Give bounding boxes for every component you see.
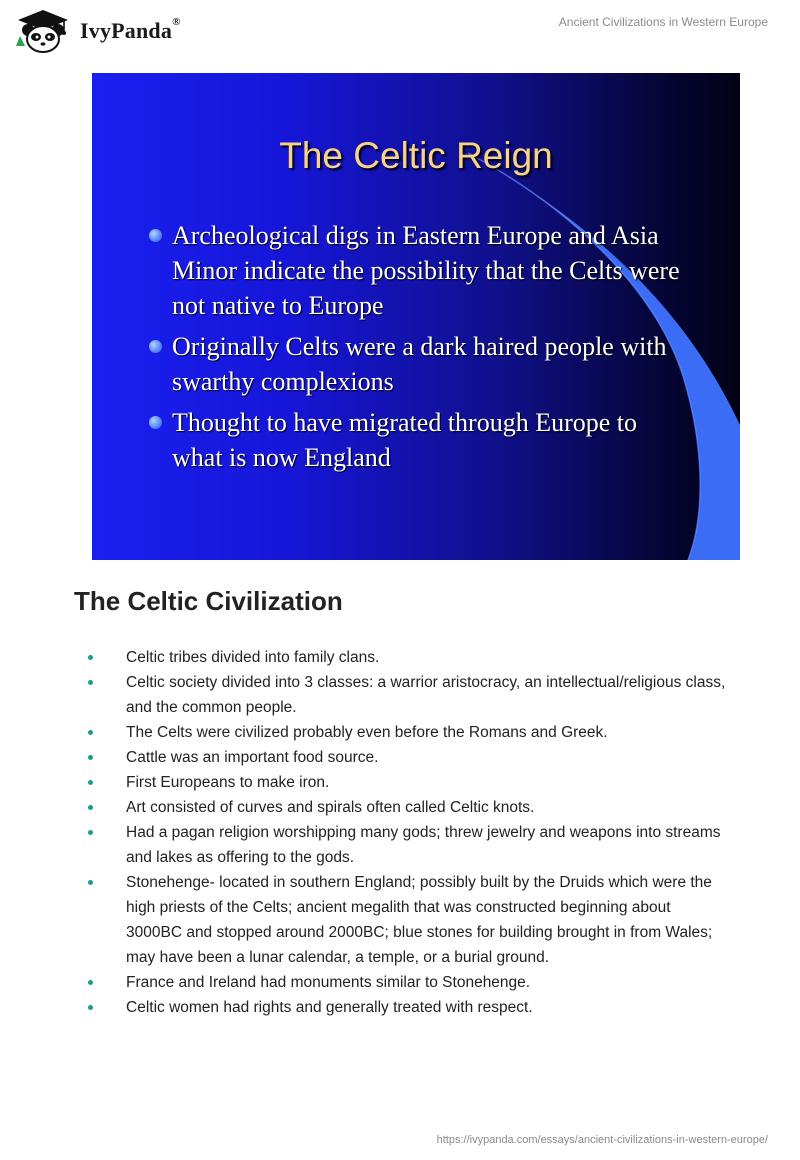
round-bullet-icon: [149, 416, 162, 429]
list-item: Stonehenge- located in southern England; possibly built by the Druids which were the high priests of the Celts; ancient megalith that was constructed beginning about 3000BC and stopped around 2000BC; blue stones for building brought in from Wales; may have been a lunar calendar, a temple, or a burial ground.: [86, 870, 726, 970]
list-item: First Europeans to make iron.: [86, 770, 726, 795]
dot-bullet-icon: [88, 730, 93, 735]
list-item: Had a pagan religion worshipping many gods; threw jewelry and weapons into streams and lakes as offering to the gods.: [86, 820, 726, 870]
list-item: The Celts were civilized probably even before the Romans and Greek.: [86, 720, 726, 745]
list-item: France and Ireland had monuments similar to Stonehenge.: [86, 970, 726, 995]
list-item: Celtic tribes divided into family clans.: [86, 645, 726, 670]
slide-bullet: Thought to have migrated through Europe to what is now England: [148, 405, 688, 475]
list-item: Celtic women had rights and generally treated with respect.: [86, 995, 726, 1020]
list-item: Cattle was an important food source.: [86, 745, 726, 770]
civilization-facts-list: [86, 645, 726, 1020]
dot-bullet-icon: [88, 655, 93, 660]
brand-logo[interactable]: [12, 8, 181, 54]
dot-bullet-icon: [88, 880, 93, 885]
dot-bullet-icon: [88, 680, 93, 685]
page-header: [0, 0, 800, 60]
presentation-slide-image: [92, 73, 740, 560]
dot-bullet-icon: [88, 1005, 93, 1010]
slide-bullet-list: [148, 218, 688, 481]
round-bullet-icon: [149, 340, 162, 353]
dot-bullet-icon: [88, 780, 93, 785]
panda-graduate-icon: [12, 8, 74, 54]
list-item: Art consisted of curves and spirals often called Celtic knots.: [86, 795, 726, 820]
slide-bullet: Archeological digs in Eastern Europe and Asia Minor indicate the possibility that the Celts were not native to Europe: [148, 218, 688, 323]
document-title: Ancient Civilizations in Western Europe: [558, 15, 768, 29]
section-heading: The Celtic Civilization: [74, 586, 343, 616]
dot-bullet-icon: [88, 755, 93, 760]
brand-name: IvyPanda®: [80, 16, 181, 43]
dot-bullet-icon: [88, 830, 93, 835]
dot-bullet-icon: [88, 980, 93, 985]
source-url-link[interactable]: https://ivypanda.com/essays/ancient-civilizations-in-western-europe/: [436, 1134, 768, 1146]
slide-bullet: Originally Celts were a dark haired people with swarthy complexions: [148, 329, 688, 399]
slide-title: The Celtic Reign: [279, 135, 553, 176]
list-item: Celtic society divided into 3 classes: a warrior aristocracy, an intellectual/religious class, and the common people.: [86, 670, 726, 720]
round-bullet-icon: [149, 229, 162, 242]
dot-bullet-icon: [88, 805, 93, 810]
